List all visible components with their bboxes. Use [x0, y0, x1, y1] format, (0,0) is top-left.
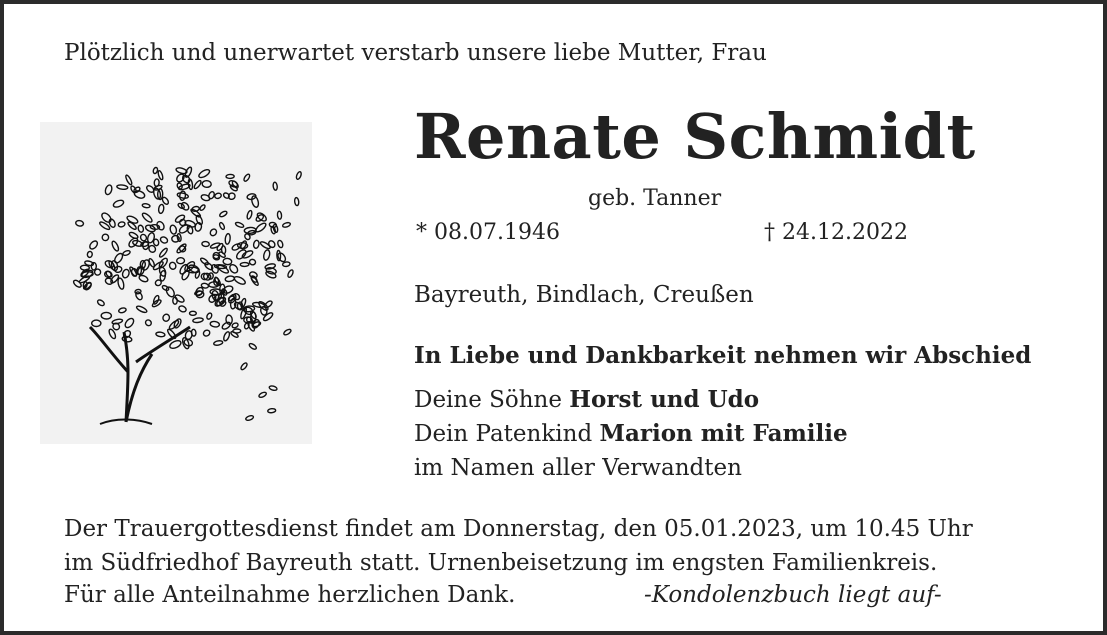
falling-leaf-mark: [294, 197, 299, 205]
leaf-mark: [94, 268, 101, 275]
leaf-mark: [267, 240, 276, 249]
leaf-mark: [235, 221, 245, 228]
mourner-line: [414, 454, 742, 481]
mourner-prefix: Dein Patenkind: [414, 421, 600, 447]
leaf-mark: [193, 317, 204, 323]
falling-leaf-mark: [258, 391, 267, 398]
leaf-mark: [226, 174, 234, 178]
leaf-mark: [202, 329, 211, 337]
leaf-mark: [177, 258, 185, 264]
leaf-mark: [97, 299, 106, 307]
leaf-mark: [214, 192, 222, 199]
leaf-mark: [209, 228, 218, 237]
falling-leaf-mark: [248, 343, 257, 351]
leaf-mark: [137, 225, 144, 233]
falling-leaf-mark: [267, 408, 275, 413]
leaf-mark: [174, 294, 185, 304]
leaf-mark: [193, 180, 202, 190]
leaf-mark: [102, 234, 109, 241]
mourner-names: Marion mit Familie: [599, 420, 848, 447]
falling-leaf-mark: [295, 171, 302, 180]
leaf-mark: [184, 166, 193, 178]
leaf-mark: [208, 191, 216, 200]
leaf-mark: [255, 222, 268, 234]
leaf-mark: [231, 322, 238, 329]
falling-leaf-mark: [219, 210, 228, 217]
leaf-mark: [213, 340, 223, 346]
leaf-mark: [249, 271, 258, 279]
leaf-mark: [141, 212, 153, 224]
leaf-mark: [262, 311, 274, 322]
places: Bayreuth, Bindlach, Creußen: [414, 282, 754, 308]
leaf-mark: [135, 291, 144, 301]
leaf-mark: [122, 250, 131, 257]
leaf-mark: [202, 241, 210, 247]
farewell-line: In Liebe und Dankbarkeit nehmen wir Abschied: [414, 342, 1032, 369]
leaf-mark: [246, 210, 253, 220]
leaf-mark: [206, 312, 213, 320]
falling-leaf-mark: [273, 224, 279, 233]
leaf-mark: [199, 204, 206, 211]
leaf-mark: [124, 317, 136, 329]
leaf-mark: [112, 318, 123, 324]
leaf-mark: [118, 221, 126, 227]
leaf-mark: [276, 252, 286, 263]
leaf-mark: [121, 269, 130, 279]
leaf-mark: [210, 321, 220, 328]
leaf-mark: [156, 332, 166, 338]
leaf-mark: [158, 247, 168, 258]
leaf-mark: [223, 331, 231, 342]
leaf-mark: [250, 275, 259, 286]
leaf-mark: [178, 183, 191, 191]
leaf-mark: [230, 331, 239, 339]
birth-date: * 08.07.1946: [416, 220, 560, 245]
leaf-mark: [223, 192, 231, 199]
leaf-mark: [136, 305, 148, 314]
leaf-mark: [159, 236, 168, 244]
leaf-mark: [202, 180, 211, 187]
tree-windblown-leaves-icon: [40, 122, 312, 444]
leaf-mark: [277, 240, 284, 249]
death-date: † 24.12.2022: [764, 220, 908, 245]
leaf-mark: [200, 257, 210, 266]
falling-leaf-mark: [243, 173, 251, 182]
leaf-mark: [198, 168, 211, 179]
leaf-mark: [118, 307, 127, 313]
leaf-mark: [142, 203, 150, 208]
tree-illustration: [40, 122, 312, 444]
leaf-mark: [253, 240, 260, 249]
falling-leaf-mark: [231, 180, 239, 189]
leaf-mark: [87, 251, 93, 258]
leaf-mark: [162, 285, 170, 292]
leaf-mark: [88, 240, 99, 251]
mourner-prefix: im Namen aller Verwandten: [414, 455, 742, 481]
condolence-book-note: -Kondolenzbuch liegt auf-: [644, 582, 942, 608]
leaf-mark: [219, 222, 226, 230]
falling-leaf-mark: [287, 269, 294, 278]
leaf-mark: [233, 275, 246, 286]
burial-info: im Südfriedhof Bayreuth statt. Urnenbeisetzung im engsten Familienkreis.: [64, 550, 938, 576]
thanks-line: Für alle Anteilnahme herzlichen Dank.: [64, 582, 516, 608]
mourner-line: [414, 386, 759, 413]
leaf-mark: [165, 286, 176, 298]
leaf-mark: [112, 199, 124, 209]
leaf-mark: [111, 240, 120, 252]
leaf-mark: [101, 312, 111, 319]
leaf-mark: [184, 330, 192, 340]
falling-leaf-mark: [216, 243, 224, 252]
leaf-mark: [128, 231, 138, 239]
leaf-mark: [92, 320, 101, 326]
leaf-mark: [180, 201, 190, 211]
leaf-mark: [265, 270, 277, 279]
mourner-names: Horst und Udo: [569, 386, 760, 413]
leaf-mark: [225, 233, 231, 244]
leaf-mark: [231, 243, 241, 252]
falling-leaf-mark: [282, 222, 291, 228]
leaf-mark: [117, 184, 128, 190]
falling-leaf-mark: [283, 328, 292, 336]
leaf-mark: [221, 321, 232, 331]
leaf-mark: [225, 275, 235, 282]
falling-leaf-mark: [269, 385, 278, 391]
leaf-mark: [75, 220, 84, 227]
leaf-mark: [169, 224, 177, 234]
mourner-line: [414, 420, 848, 447]
leaf-mark: [178, 305, 187, 313]
leaf-mark: [168, 261, 176, 270]
maiden-name: geb. Tanner: [588, 186, 722, 211]
leaf-mark: [162, 313, 170, 322]
service-info: Der Trauergottesdienst findet am Donnerstag, den 05.01.2023, um 10.45 Uhr: [64, 516, 973, 542]
deceased-name: Renate Schmidt: [414, 100, 976, 173]
falling-leaf-mark: [273, 182, 278, 190]
leaf-mark: [144, 319, 152, 327]
falling-leaf-mark: [277, 211, 282, 219]
leaf-mark: [181, 269, 191, 281]
leaf-mark: [263, 249, 271, 260]
leaf-mark: [138, 274, 149, 283]
leaf-mark: [139, 233, 147, 241]
leaf-mark: [186, 225, 193, 235]
leaf-mark: [104, 184, 113, 195]
leaf-mark: [125, 174, 133, 185]
leaf-mark: [190, 311, 197, 315]
mourner-prefix: Deine Söhne: [414, 387, 570, 413]
falling-leaf-mark: [240, 362, 248, 371]
leaf-mark: [240, 262, 249, 266]
leaf-mark: [223, 258, 232, 265]
leaf-mark: [184, 219, 196, 228]
falling-leaf-mark: [245, 415, 254, 421]
leaf-mark: [177, 192, 189, 199]
leaf-mark: [158, 204, 164, 214]
leaf-mark: [249, 259, 256, 266]
intro-text: Plötzlich und unerwartet verstarb unsere liebe Mutter, Frau: [64, 40, 767, 66]
falling-leaf-mark: [233, 329, 241, 333]
